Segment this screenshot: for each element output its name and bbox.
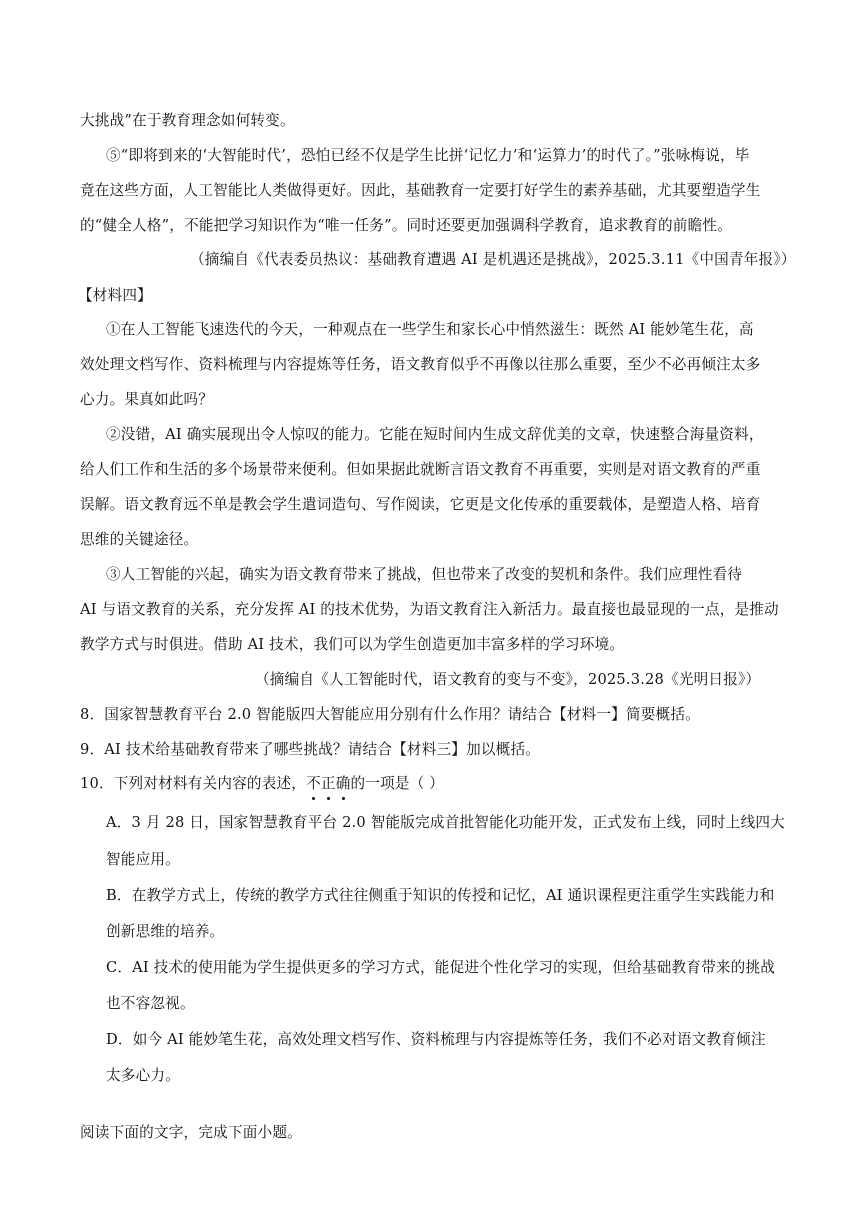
reading-prompt: 阅读下面的文字，完成下面小题。	[80, 1124, 302, 1141]
option-c-line-1: C．AI 技术的使用能为学生提供更多的学习方式，能促进个性化学习的实现，但给基础教育带来的挑战	[106, 959, 776, 976]
emphasis-char-3: 确	[335, 775, 351, 792]
m4-paragraph-1-line-2: 效处理文档写作、资料梳理与内容提炼等任务，语文教育似乎不再像以往那么重要，至少不必再倾注太多	[80, 356, 761, 373]
emphasis-char-1: 不	[306, 775, 321, 792]
m4-paragraph-3-line-2: AI 与语文教育的关系，充分发挥 AI 的技术优势，为语文教育注入新活力。最直接也最显现的一点，是推动	[80, 601, 779, 618]
emphasis-char-2: 正	[320, 775, 336, 792]
source-citation-4: （摘编自《人工智能时代，语文教育的变与不变》，2025.3.28《光明日报》）	[255, 671, 761, 688]
question-10-suffix: 的一项是（ ）	[350, 775, 445, 792]
question-10	[80, 774, 444, 794]
question-8: 8．国家智慧教育平台 2.0 智能版四大智能应用分别有什么作用？请结合【材料一】简要概括。	[80, 706, 700, 723]
option-b-line-1: B．在教学方式上，传统的教学方式往往侧重于知识的传授和记忆，AI 通识课程更注重学生实践能力和	[106, 887, 775, 904]
option-d-line-1: D．如今 AI 能妙笔生花，高效处理文档写作、资料梳理与内容提炼等任务，我们不必对语文教育倾注	[106, 1031, 766, 1048]
question-10-prefix: 10．下列对材料有关内容的表述，	[80, 775, 307, 792]
option-b-line-2: 创新思维的培养。	[106, 923, 225, 940]
option-a-line-1: A．3 月 28 日，国家智慧教育平台 2.0 智能版完成首批智能化功能开发，正式发布上线，同时上线四大	[106, 814, 785, 831]
source-citation-3: （摘编自《代表委员热议：基础教育遭遇 AI 是机遇还是挑战》，2025.3.11《中国青年报》）	[190, 251, 796, 268]
option-c-line-2: 也不容忽视。	[106, 995, 195, 1012]
m4-paragraph-3-line-3: 教学方式与时俱进。借助 AI 技术，我们可以为学生创造更加丰富多样的学习环境。	[80, 636, 625, 653]
m4-paragraph-2-line-3: 误解。语文教育远不单是教会学生遣词造句、写作阅读，它更是文化传承的重要载体，是塑造人格、培育	[80, 496, 761, 513]
m4-paragraph-3-line-1: ③人工智能的兴起，确实为语文教育带来了挑战，但也带来了改变的契机和条件。我们应理性看待	[106, 566, 743, 583]
option-d-line-2: 太多心力。	[106, 1067, 180, 1084]
material-4-heading: 【材料四】	[78, 287, 152, 304]
m4-paragraph-2-line-2: 给人们工作和生活的多个场景带来便利。但如果据此就断言语文教育不再重要，实则是对语文教育的严重	[80, 461, 761, 478]
option-a-line-2: 智能应用。	[106, 851, 180, 868]
m4-paragraph-1-line-3: 心力。果真如此吗？	[80, 391, 214, 408]
paragraph-5-line-2: 竟在这些方面，人工智能比人类做得更好。因此，基础教育一定要打好学生的素养基础，尤其要塑造学生	[80, 182, 761, 199]
question-9: 9．AI 技术给基础教育带来了哪些挑战？请结合【材料三】加以概括。	[80, 741, 541, 758]
paragraph-continuation: 大挑战”在于教育理念如何转变。	[80, 112, 295, 129]
m4-paragraph-1-line-1: ①在人工智能飞速迭代的今天，一种观点在一些学生和家长心中悄然滋生：既然 AI 能妙笔生花，高	[106, 321, 754, 338]
paragraph-5-line-1: ⑤“即将到来的‘大智能时代’，恐怕已经不仅是学生比拼‘记忆力’和‘运算力’的时代了。”张咏梅说，毕	[106, 147, 750, 164]
m4-paragraph-2-line-4: 思维的关键途径。	[80, 531, 199, 548]
m4-paragraph-2-line-1: ②没错，AI 确实展现出令人惊叹的能力。它能在短时间内生成文辞优美的文章，快速整合海量资料，	[106, 426, 764, 443]
paragraph-5-line-3: 的“健全人格”，不能把学习知识作为“唯一任务”。同时还要更加强调科学教育，追求教育的前瞻性。	[80, 217, 732, 234]
